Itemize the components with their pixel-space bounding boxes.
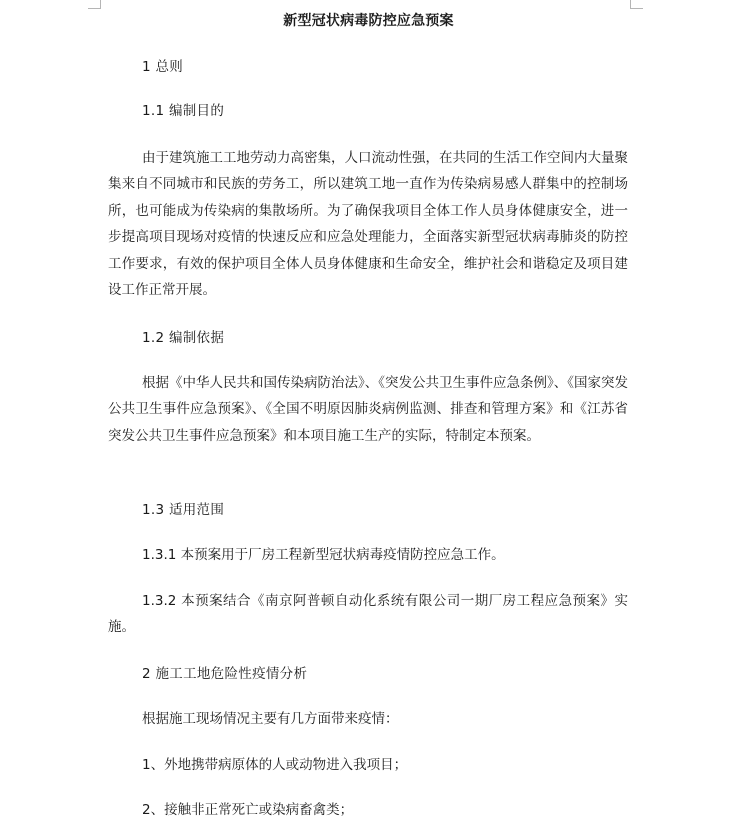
heading-purpose: 1.1 编制目的 bbox=[142, 103, 225, 119]
list-item: 2、接触非正常死亡或染病畜禽类； bbox=[142, 802, 354, 818]
list-item: 1、外地携带病原体的人或动物进入我项目； bbox=[142, 757, 408, 773]
paragraph-risk-intro: 根据施工现场情况主要有几方面带来疫情： bbox=[142, 711, 399, 727]
paragraph-basis: 根据《中华人民共和国传染病防治法》、《突发公共卫生事件应急条例》、《国家突发公共卫生事件应急预案》、《全国不明原因肺炎病例监测、排查和管理方案》和《江苏省突发公共卫生事件应急预案》和本项目施工生产的实际，特制定本预案。 bbox=[108, 375, 628, 444]
heading-general: 1 总则 bbox=[142, 59, 184, 75]
page-corner-mark bbox=[630, 0, 643, 9]
heading-scope: 1.3 适用范围 bbox=[142, 502, 225, 518]
scope-item-1: 1.3.1 本预案用于厂房工程新型冠状病毒疫情防控应急工作。 bbox=[142, 547, 505, 563]
scope-item-2: 1.3.2 本预案结合《南京阿普顿自动化系统有限公司一期厂房工程应急预案》实施。 bbox=[108, 593, 628, 636]
heading-risk-analysis: 2 施工工地危险性疫情分析 bbox=[142, 666, 308, 682]
document-title: 新型冠状病毒防控应急预案 bbox=[283, 13, 454, 29]
page-corner-mark bbox=[88, 0, 101, 9]
paragraph-purpose: 由于建筑施工工地劳动力高密集，人口流动性强，在共同的生活工作空间内大量聚集来自不同城市和民族的劳务工，所以建筑工地一直作为传染病易感人群集中的控制场所，也可能成为传染病的集散场所。为了确保我项目全体工作人员身体健康安全，进一步提高项目现场对疫情的快速反应和应急处理能力，全面落实新型冠状病毒肺炎的防控工作要求，有效的保护项目全体人员身体健康和生命安全，维护社会和谐稳定及项目建设工作正常开展。 bbox=[108, 150, 628, 299]
heading-basis: 1.2 编制依据 bbox=[142, 330, 225, 346]
